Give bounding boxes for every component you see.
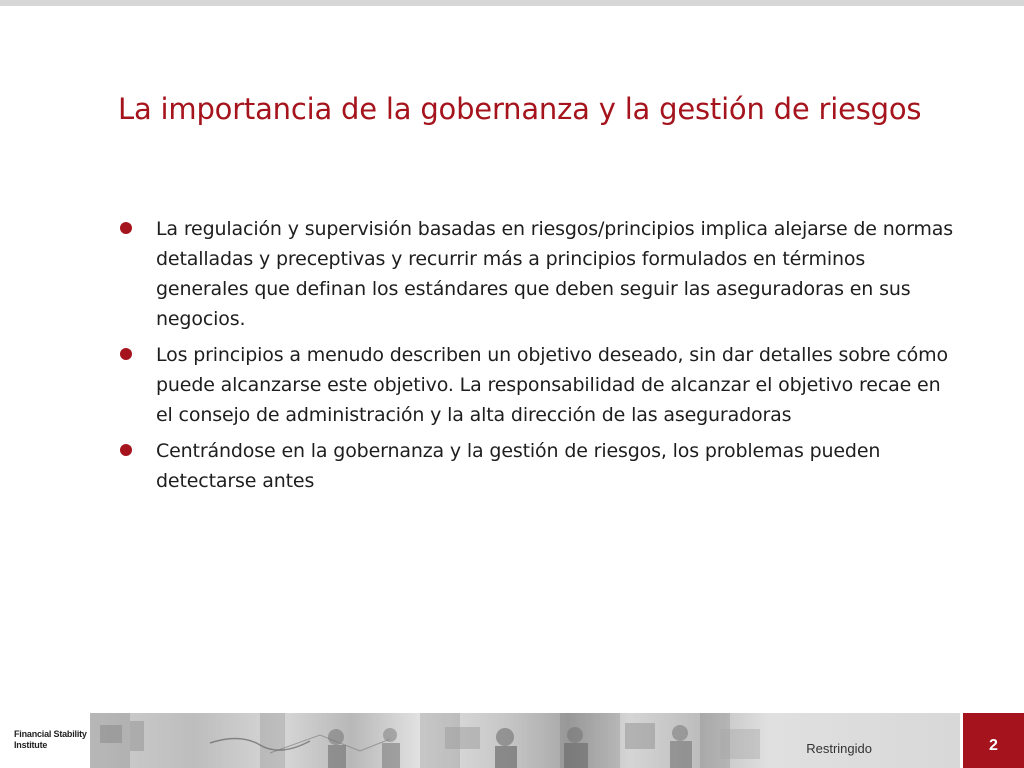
bullet-dot-icon — [120, 444, 132, 456]
bullet-text: Los principios a menudo describen un objetivo deseado, sin dar detalles sobre cómo puede alcanzarse este objetivo. La responsabilidad de alcanzar el objetivo recae en el consejo de administración y la alta dirección de las aseguradoras — [156, 344, 948, 426]
fsi-logo — [0, 713, 90, 768]
bullet-item — [120, 340, 960, 430]
footer — [0, 713, 1024, 768]
bullet-item — [120, 436, 960, 496]
bullet-dot-icon — [120, 348, 132, 360]
bullet-item — [120, 214, 960, 334]
slide-title: La importancia de la gobernanza y la gestión de riesgos — [118, 92, 922, 126]
page-number-box — [960, 713, 1024, 768]
logo-line-1: Financial Stability — [14, 729, 87, 739]
bullet-text: La regulación y supervisión basadas en riesgos/principios implica alejarse de normas detalladas y preceptivas y recurrir más a principios formulados en términos generales que definan los estándares que deben seguir las aseguradoras en sus negocios. — [156, 218, 954, 330]
classification-label: Restringido — [806, 741, 872, 756]
top-bar — [0, 0, 1024, 6]
footer-photo-strip — [90, 713, 960, 768]
bullet-dot-icon — [120, 222, 132, 234]
bullet-text: Centrándose en la gobernanza y la gestión de riesgos, los problemas pueden detectarse antes — [156, 440, 881, 492]
page-number: 2 — [989, 737, 998, 754]
bullet-list — [120, 214, 960, 502]
logo-line-2: Institute — [14, 740, 48, 750]
logo-text — [14, 729, 87, 751]
